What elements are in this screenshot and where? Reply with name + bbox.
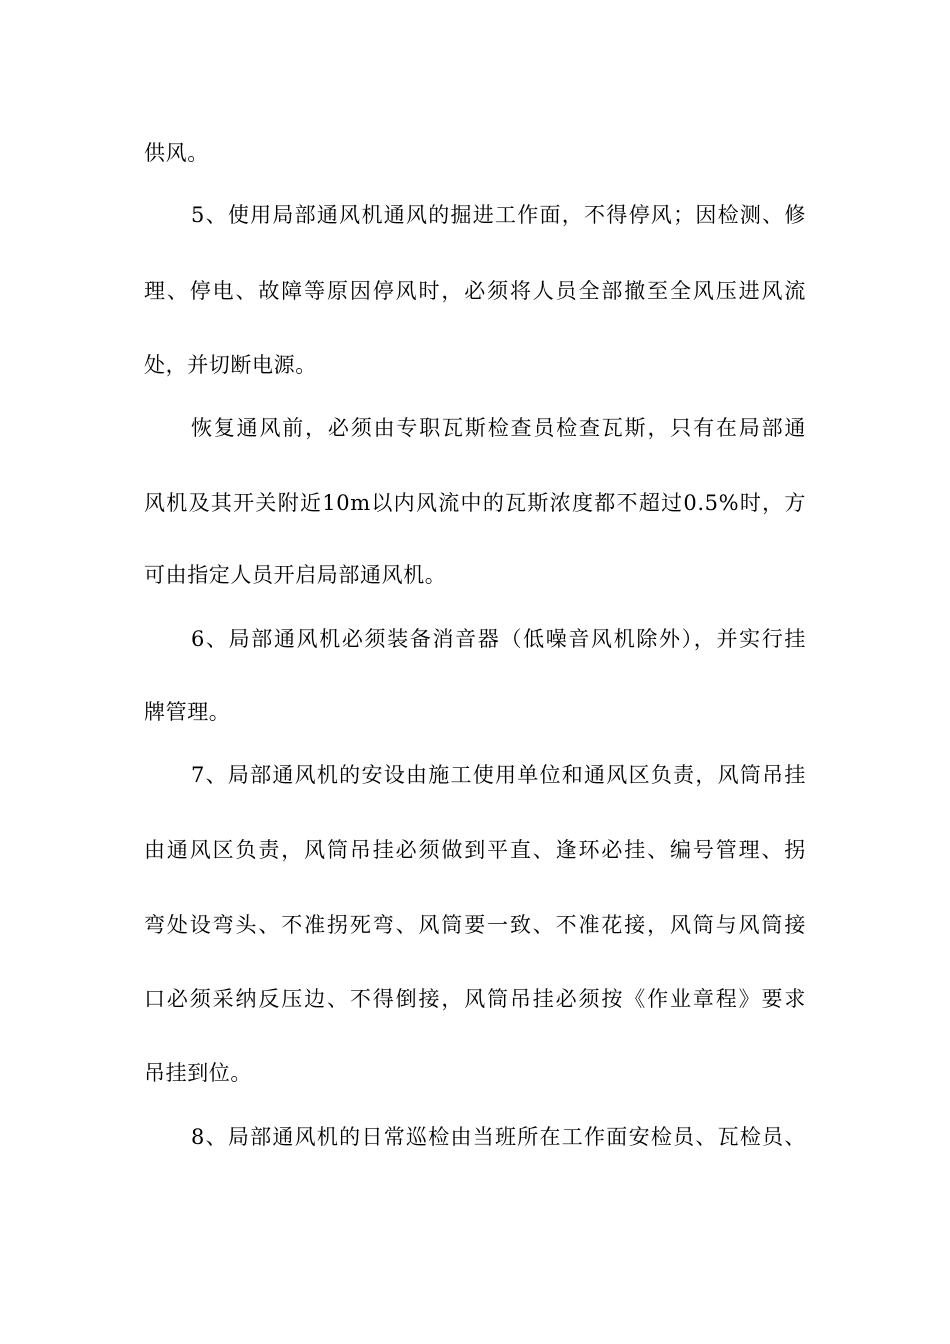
text-line-6: 风机及其开关附近10m以内风流中的瓦斯浓度都不超过0.5%时，方 xyxy=(144,491,806,515)
text-line-10: 7、局部通风机的安设由施工使用单位和通风区负责，风筒吊挂 xyxy=(191,763,806,787)
text-line-14: 吊挂到位。 xyxy=(144,1061,252,1085)
text-line-2: 5、使用局部通风机通风的掘进工作面，不得停风；因检测、修 xyxy=(191,203,806,227)
text-line-11: 由通风区负责，风筒吊挂必须做到平直、逢环必挂、编号管理、拐 xyxy=(144,838,806,862)
text-line-3: 理、停电、故障等原因停风时，必须将人员全部撤至全风压进风流 xyxy=(144,279,806,303)
text-line-13: 口必须采纳反压边、不得倒接，风筒吊挂必须按《作业章程》要求 xyxy=(144,987,806,1011)
text-line-15: 8、局部通风机的日常巡检由当班所在工作面安检员、瓦检员、 xyxy=(191,1125,806,1149)
text-line-5: 恢复通风前，必须由专职瓦斯检查员检查瓦斯，只有在局部通 xyxy=(191,416,806,440)
text-line-4: 处，并切断电源。 xyxy=(144,353,317,377)
text-line-9: 牌管理。 xyxy=(144,700,231,724)
text-line-8: 6、局部通风机必须装备消音器（低噪音风机除外），并实行挂 xyxy=(191,627,806,651)
text-line-12: 弯处设弯头、不准拐死弯、风筒要一致、不准花接，风筒与风筒接 xyxy=(144,913,806,937)
text-line-1: 供风。 xyxy=(144,141,209,165)
text-line-7: 可由指定人员开启局部通风机。 xyxy=(144,563,447,587)
